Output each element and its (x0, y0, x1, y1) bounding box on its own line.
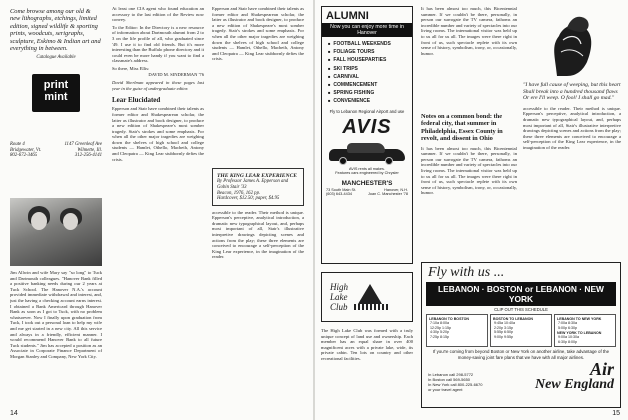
alumni-item: ■ CONVENIENCE (328, 97, 406, 105)
alumni-item: ■ COMMENCEMENT (328, 81, 406, 89)
flyer-bottom (422, 360, 620, 394)
right-column-text: accessible to the reader. Their method is unique. Epperson's perceptive, analytical introduction, a dramatic new typographical layout, and, perhaps most important of all, Stair's illustrative interpretive drawings depicting scenes and actions from the play; these three elements are conceived to encourage a self-perception of the King Lear experience, in the imagination of the reader. (523, 105, 621, 150)
lake-club-ad (321, 272, 413, 322)
schedule-row: 12:25p 1:15p (430, 325, 451, 330)
right-page (315, 0, 628, 420)
flyer-tagline: If you're coming from beyond Boston or New York on another airline, take advantage of the money-saving joint fare plans that we have with all major airlines. (432, 349, 610, 360)
alumni-item: ■ SPRING FISHING (328, 89, 406, 97)
avis-logo: AVIS (342, 115, 392, 138)
print-mint-logo (32, 74, 80, 112)
book-title: THE KING LEAR EXPERIENCE (217, 173, 298, 179)
print-mint-ad (10, 8, 102, 188)
catalogue-text: Catalogue Available (36, 55, 76, 61)
schedule-rows (557, 335, 613, 344)
address-left-line2: Bridgewater, Vt. (10, 147, 42, 153)
schedule-rows (429, 321, 485, 339)
schedule-table (426, 314, 488, 347)
alumni-list (322, 37, 412, 109)
article-body-2: accessible to the reader. Their method is unique. Epperson's perceptive, analytical introduction, a dramatic new typographical layout, and, perhaps most important of all, Stair's illustrative interpretive drawings depicting scenes and actions from the play; these three elements are conceived to encourage a self-perception of the King Lear experience, in the imagination of the reader. (212, 209, 304, 260)
alumni-title: ALUMNI (326, 10, 369, 22)
address-left (10, 142, 41, 159)
lake-club-text: The High Lake Club was formed with a truly unique concept of land use and ownership. Each member has an equal share in over 400 magnificent acres with a private lake, wide, its private cabin. Ten lots on country and other recreational facilities. (321, 328, 413, 361)
schedule-row: 2:20p 3:15p (494, 325, 513, 330)
alumni-ad (321, 6, 413, 264)
review-column (212, 6, 304, 410)
schedule-rows (557, 321, 613, 330)
article-column (112, 6, 204, 410)
schedule-row: 7:00a 8:30a (558, 321, 577, 326)
address-right-line1: 1147 Greenleaf Ave (64, 142, 102, 147)
phone-line: In New York call 800-225-6670 (428, 381, 483, 387)
clip-schedule: CLIP OUT THIS SCHEDULE (494, 307, 548, 312)
bank-ad-copy: Jim Allwin and wife Mary say "so long" to Tuck and Dartmouth colleagues. "Hanover Bank filled a positive banking needs during our 2 years at Tuck School. The Hanover N.A.'s account provided immediate withdrawal and interest, and, just the having a checking account earns interest. I obtained a Bank Americard through Hanover Bank as soon as I got to Tuck, with no problem whatsoever. Now I finally upon graduation from Tuck, I took out a personal loan to help my wife and me get started in a new city. All this service and always in a friendly, efficient manner. I would recommend Hanover Bank to all future Tuck students." Jim has accepted a position as an Associate in Corporate Finance Department of Morgan Stanley and Company, New York City. (10, 270, 102, 359)
article-body-1: Epperson and Stair have combined their talents as former editor and Shakespearean scholar, the latter as illustrator and book designer, to produce a new edition of Shakespeare's most somber tragedy. Stair's strokes and some emphasis. For when all the other major tragedies are weighing down the shelves of high school and college students — Hamlet, Othello, Macbeth, Antony and Cleopatra — King Lear stubbornly defies the crisis. (112, 106, 204, 162)
logo-air: Air (589, 358, 614, 379)
alumni-item: ■ CARNIVAL (328, 73, 406, 81)
table-title: LEBANON TO NEW YORK (557, 317, 602, 321)
logo-line2: mint (44, 91, 68, 104)
address-right-line3: 312-256-4141 (74, 153, 102, 159)
phone-line: In Lebanon call 298-5772 (428, 371, 474, 377)
schedule-tables (422, 312, 620, 349)
editor-note: David Sherlman appeared in these pages last year in the guise of undergraduate editor. (112, 80, 204, 91)
schedule-table (554, 314, 616, 347)
avis-owner: Joan C. Manchester '78 (368, 191, 408, 196)
schedule-row: 5:00p 6:30p (558, 325, 577, 330)
section-heading: Lear Elucidated (112, 96, 161, 105)
illustration-column (523, 6, 621, 256)
address-left-line3: 802-672-3465 (10, 153, 38, 159)
letter-signature: DAVID M. SINDERMAN '76 (148, 71, 204, 77)
schedule-row: 7:10a 8:00a (430, 321, 449, 326)
schedule-rows (493, 321, 549, 339)
table-title: LEBANON TO BOSTON (429, 317, 469, 321)
letter-quote: To the Editor: In the Directory is a new resource of information about Dartmouth alumni from 2 to 3 on the life profile of all, who graduated since '49. I use it to find old friends. But it's more interesting than the Buffalo phone directory and it could even be more handy if you want to find a classmate's address. (112, 24, 204, 64)
review-top-text: Epperson and Stair have combined their talents as former editor and Shakespearean scholar, the latter as illustrator and book designer, to produce a new edition of Shakespeare's most somber tragedy. Stair's strokes and some emphasis. For when all the other major tragedies are weighing down the shelves of high school and college students — Hamlet, Othello, Macbeth, Antony and Cleopatra — King Lear stubbornly defies the crisis. (212, 6, 304, 62)
book-publisher: Beacon, 1976, 162 pp. (217, 190, 261, 196)
book-price: Hardcover, $12.50; paper, $4.95 (217, 195, 280, 201)
poem-line: "I have full cause of weeping, but this heart (523, 82, 621, 88)
address-left-line1: Route 4 (10, 142, 25, 147)
lake-club-line2: Lake (330, 292, 348, 302)
poem-line: Shall break into a hundred thousand flaws (523, 88, 618, 95)
schedule-row: 7:25p 8:15p (430, 335, 449, 340)
lear-illustration (537, 6, 607, 78)
lake-club-emblem (354, 282, 388, 312)
center-top-text: It has been almost too much, this Bicentennial summer. If we couldn't be there, personally, in person our surrogate the TV camera, fathoms an incredible number and variety of spectacles into our living rooms. The international visitor was held up to us all for us all. The images were there right in front of us, such spectacle replete with its own sense of history, symbolism, irony, or, occasionally, humor. (421, 6, 517, 56)
print-mint-intro: Come browse among our old & new lithographs, etchings, limited edition, signed wildlife & sporting prints, woodcuts, serigraphs, sculpture, Eskimo & Indian art and everything in between. (10, 8, 101, 53)
notes-body: It has been almost too much, this Bicentennial summer. If we couldn't be there, personally, in person our surrogate the TV camera, fathoms an incredible number and variety of spectacles into our living rooms. The international visitor was held up to us all for us all. The images were there right in front of us, such spectacle replete with its own sense of history, symbolism, irony, or, occasionally, humor. (421, 145, 517, 196)
poem-line: Or ere I'll weep. O fool! I shall go mad." (523, 95, 615, 102)
schedule-row: 6:30p 8:00p (558, 340, 577, 345)
avis-phone: (603) 643-4434 (326, 191, 352, 196)
logo-line1: print (43, 79, 69, 92)
avis-dealer: MANCHESTER'S (341, 179, 393, 187)
page-number-right: 15 (612, 410, 620, 417)
schedule-row: 9:00p 9:55p (494, 335, 513, 340)
letter-signoff: So there, Miss Ellis: (112, 65, 150, 71)
air-new-england-logo (535, 358, 614, 392)
alumni-bar: Now you can enjoy more time in Hanover (322, 23, 412, 37)
article-intro: At least one CIA agent who found education an accessory to the last edition of the Review now convey. (112, 6, 204, 23)
lake-club-name (330, 282, 348, 312)
schedule-row: 9:45a 10:40a (494, 321, 515, 326)
avis-address (322, 187, 412, 197)
notes-heading: Notes on a common bond: the federal city, that summer in Philadelphia, Essex County in revolt, and dissent in Ohio (421, 113, 503, 143)
avis-address1: 73 South Main St. (326, 187, 357, 192)
alumni-item: ■ FALL HOUSEPARTIES (328, 56, 406, 64)
avis-caption1: AVIS rents all makes. (348, 166, 385, 171)
lake-club-line1: High (330, 282, 348, 292)
page-number-left: 14 (10, 410, 18, 417)
poem (523, 82, 621, 102)
avis-caption2: Features cars engineered by Chrysler (335, 170, 399, 175)
center-column (421, 6, 517, 256)
air-new-england-ad (421, 262, 621, 408)
phone-line: In Boston call 569-5650 (428, 376, 471, 382)
address-right (65, 142, 102, 159)
table-title: NEW YORK TO LEBANON (557, 331, 602, 336)
schedule-row: 4:30p 5:20p (430, 330, 449, 335)
phone-line: or your travel agent (428, 386, 463, 392)
book-authors: By Professor James A. Epperson and Gobin Stair '33 (217, 179, 289, 190)
left-page (0, 0, 313, 420)
alumni-item: ■ FOOTBALL WEEKENDS (328, 40, 406, 48)
alumni-footer: Fly to Lebanon Regional Airport and use (329, 108, 405, 114)
book-box (212, 168, 304, 206)
flyer-route: LEBANON · BOSTON or LEBANON · NEW YORK (426, 282, 616, 306)
alumni-item: ■ FOLIAGE TOURS (328, 48, 406, 56)
couple-photo (10, 198, 102, 266)
table-title: BOSTON TO LEBANON (493, 317, 533, 321)
alumni-item: ■ SKI TRIPS (328, 65, 406, 73)
flyer-phones (428, 372, 482, 392)
schedule-row: 9:00a 10:30a (558, 335, 579, 340)
bank-ad (10, 198, 102, 408)
flyer-title: Fly with us ... (428, 265, 505, 280)
schedule-row: 5:55p 6:50p (494, 330, 513, 335)
avis-car-image (329, 141, 405, 167)
address-right-line2: Wilmette, Ill. (77, 147, 102, 153)
logo-new-england: New England (535, 376, 614, 392)
schedule-table (490, 314, 552, 347)
avis-address2: Hanover, N.H. (384, 187, 408, 192)
lake-club-line3: Club (330, 302, 348, 312)
